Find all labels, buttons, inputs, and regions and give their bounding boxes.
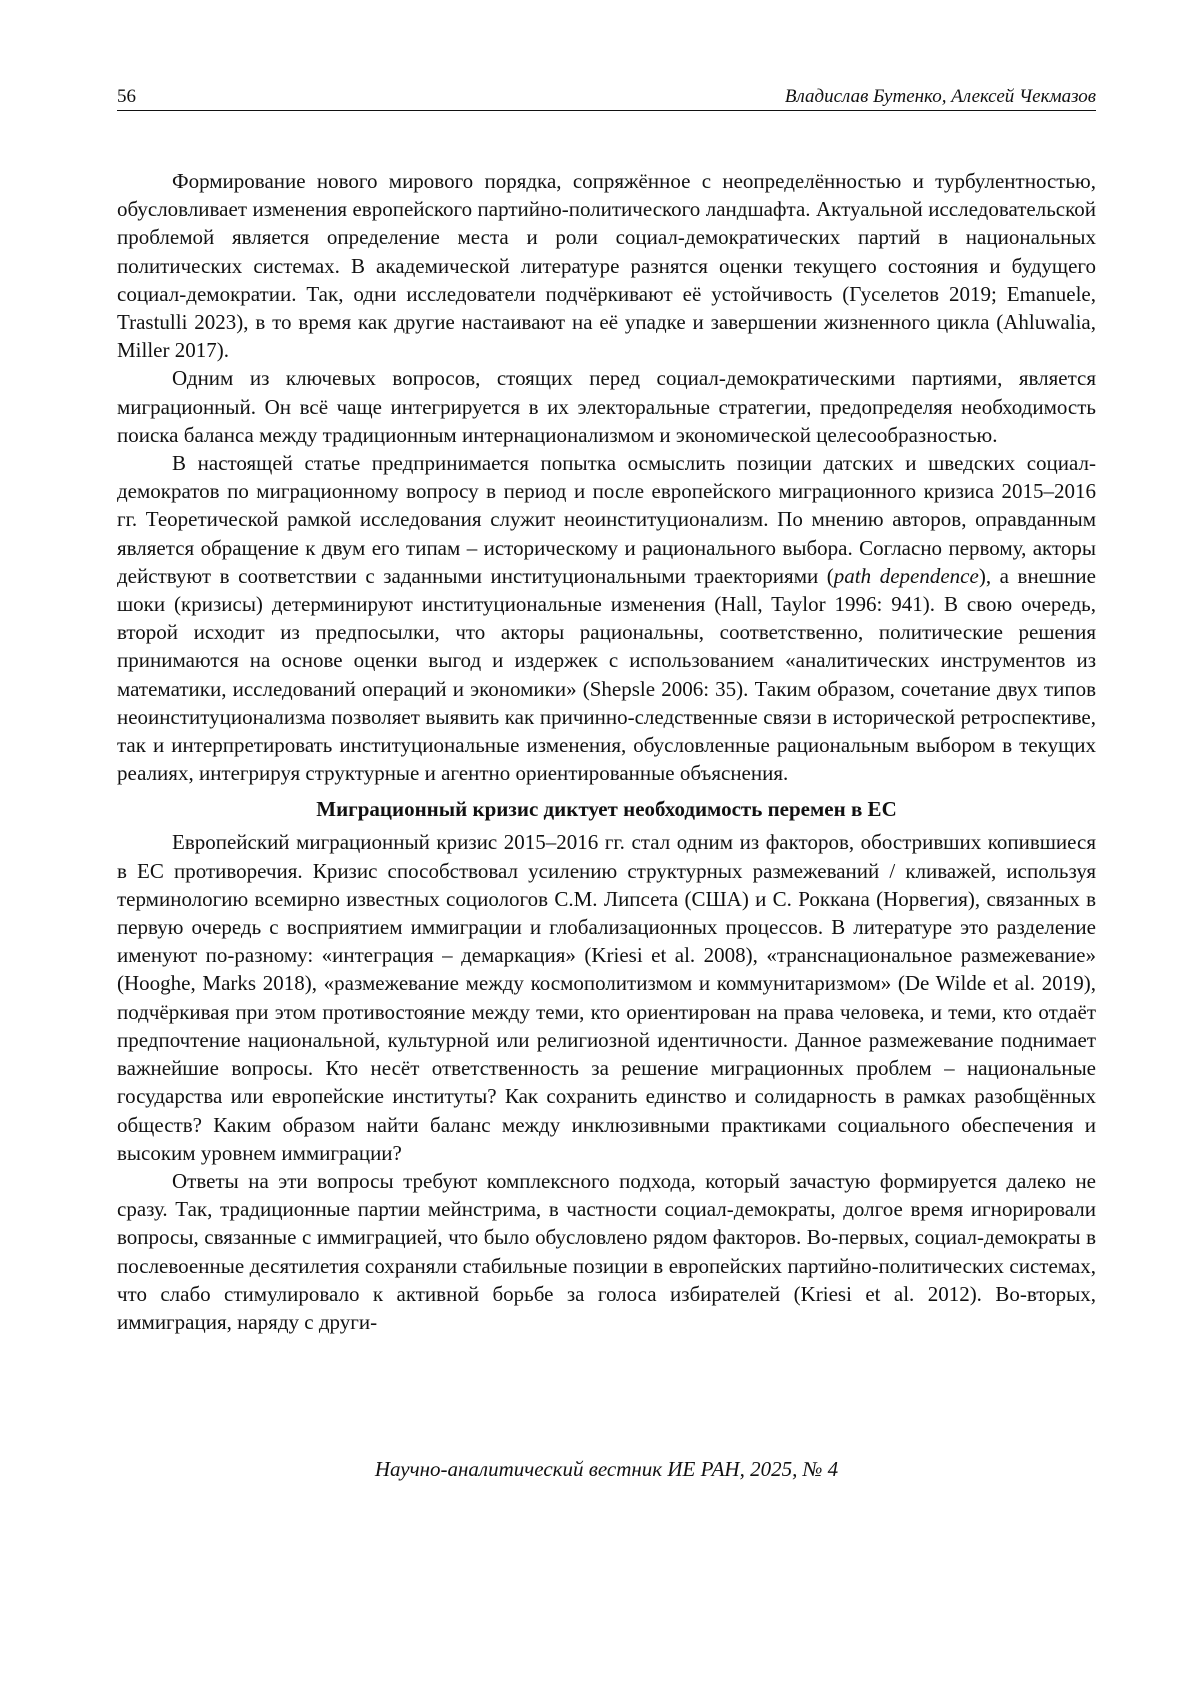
page-number: 56 — [117, 86, 136, 107]
paragraph-answers: Ответы на эти вопросы требуют комплексного подхода, который зачастую формируется далеко не сразу. Так, традиционные партии мейнстрима, в частности социал-демократы, долгое время игнорировали вопросы, связанные с иммиграцией, что было обусловлено рядом факторов. Во-первых, социал-демократы в послевоенные десятилетия сохраняли стабильные позиции в европейских партийно-политических системах, что слабо стимулировало к активной борьбе за голоса избирателей (Kriesi et al. 2012). Во-вторых, иммиграция, наряду с други- — [117, 1168, 1096, 1334]
journal-footer: Научно-аналитический вестник ИЕ РАН, 2025, № 4 — [374, 1457, 839, 1481]
paragraph-migration-question: Одним из ключевых вопросов, стоящих перед социал-демократическими партиями, является миграционный. Он всё чаще интегрируется в их электоральные стратегии, предопределяя необходимость поиска баланса между традиционным интернационализмом и экономической целесообразностью. — [117, 366, 1096, 447]
running-header — [117, 86, 1096, 111]
header-authors: Владислав Бутенко, Алексей Чекмазов — [784, 86, 1096, 107]
section-heading: Миграционный кризис диктует необходимость перемен в ЕС — [316, 797, 897, 822]
article-body — [117, 167, 1096, 1336]
path-dependence-term: path dependence — [833, 563, 979, 588]
paragraph-theory — [117, 449, 1096, 787]
paragraph-theory-part-1: В настоящей статье предпринимается попытка осмыслить позиции датских и шведских социал-демократов по миграционному вопросу в период и после европейского миграционного кризиса 2015–2016 гг. Теоретической рамкой исследования служит неоинституционализм. По мнению авторов, оправданным является обращение к двум его типам – историческому и рационального выбора. Согласно первому, акторы действуют в соответствии с заданными институциональными траекториями ( — [117, 451, 1096, 588]
paragraph-theory-part-2: ), а внешние шоки (кризисы) детерминируют институциональные изменения (Hall, Taylor 1996: 941). В свою очередь, второй исходит из предпосылки, что акторы рациональны, соответственно, политические решения принимаются на основе оценки выгод и издержек с использованием «аналитических инструментов из математики, исследований операций и экономики» (Shepsle 2006: 35). Таким образом, сочетание двух типов неоинституционализма позволяет выявить как причинно-следственные связи в исторической ретроспективе, так и интерпретировать институциональные изменения, обусловленные рациональным выбором в текущих реалиях, интегрируя структурные и агентно ориентированные объяснения. — [117, 563, 1096, 786]
paragraph-intro: Формирование нового мирового порядка, сопряжённое с неопределённостью и турбулентностью, обусловливает изменения европейского партийно-политического ландшафта. Актуальной исследовательской проблемой является определение места и роли социал-демократических партий в национальных политических системах. В академической литературе разнятся оценки текущего состояния и будущего социал-демократии. Так, одни исследователи подчёркивают её устойчивость (Гуселетов 2019; Emanuele, Trastulli 2023), в то время как другие настаивают на её упадке и завершении жизненного цикла (Ahluwalia, Miller 2017). — [117, 169, 1096, 363]
paragraph-crisis: Европейский миграционный кризис 2015–2016 гг. стал одним из факторов, обостривших копившиеся в ЕС противоречия. Кризис способствовал усилению структурных размежеваний / кливажей, используя терминологию всемирно известных социологов С.М. Липсета (США) и С. Роккана (Норвегия), связанных в первую очередь с восприятием иммиграции и глобализационных процессов. В литературе это разделение именуют по-разному: «интеграция – демаркация» (Kriesi et al. 2008), «транснациональное размежевание» (Hooghe, Marks 2018), «размежевание между космополитизмом и коммунитаризмом» (De Wilde et al. 2019), подчёркивая при этом противостояние между теми, кто ориентирован на права человека, и теми, кто отдаёт предпочтение национальной, культурной или религиозной идентичности. Данное размежевание поднимает важнейшие вопросы. Кто несёт ответственность за решение миграционных проблем – национальные государства или европейские институты? Как сохранить единство и солидарность в рамках разобщённых обществ? Каким образом найти баланс между инклюзивными практиками социального обеспечения и высоким уровнем иммиграции? — [117, 830, 1096, 1165]
